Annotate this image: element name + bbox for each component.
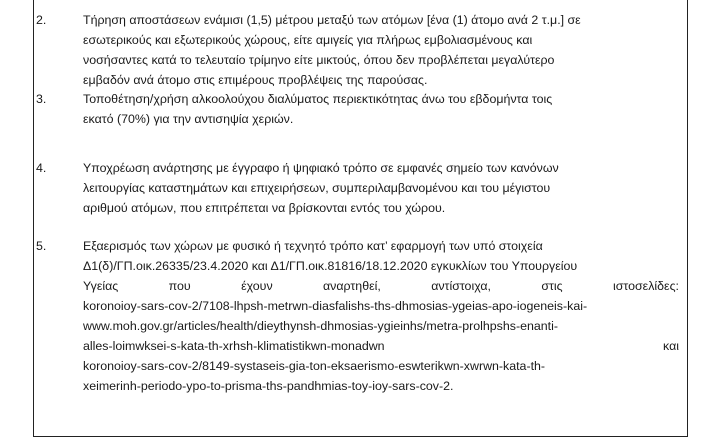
justified-line: alles-loimwksei-s-kata-th-xrhsh-klimatistikwn-monadwn και — [83, 336, 679, 356]
item-number: 4. — [36, 161, 47, 175]
url-text: www.moh.gov.gr/articles/health/dieythynsh-dhmosias-ygieinhs/metra-prolhpshs-enanti- — [83, 319, 558, 333]
url-text: xeimerinh-periodo-ypo-to-prisma-ths-pandhmias-toy-ioy-sars-cov-2. — [83, 379, 454, 393]
url-text: koronoioy-sars-cov-2/7108-lhpsh-metrwn-diasfalishs-ths-dhmosias-ygeias-apo-iogeneis-kai- — [83, 299, 588, 313]
item-text: Υποχρέωση ανάρτησης με έγγραφο ή ψηφιακό τρόπο σε εμφανές σημείο των κανόνων λειτουργίας καταστημάτων και επιχειρήσεων, συμπεριλαμβανομένου και του μέγιστου αριθμού ατόμων, που επιτρέπεται να βρίσκονται εντός του χώρου. — [83, 161, 559, 215]
url-text: alles-loimwksei-s-kata-th-xrhsh-klimatistikwn-monadwn — [83, 339, 385, 353]
item-number: 2. — [36, 13, 47, 27]
url-text: koronoioy-sars-cov-2/8149-systaseis-gia-ton-eksaerismo-eswterikwn-xwrwn-kata-th- — [83, 359, 546, 373]
item-text: Τοποθέτηση/χρήση αλκοολούχου διαλύματος περιεκτικότητας άνω του εβδομήντα τοις εκατό (70%) για την αντισηψία χεριών. — [83, 92, 553, 126]
item-number: 3. — [36, 92, 47, 106]
justified-line: Υγείας που έχουν αναρτηθεί, αντίστοιχα, στις ιστοσελίδες: — [83, 279, 679, 293]
item-text: Εξαερισμός των χώρων με φυσικό ή τεχνητό τρόπο κατ’ εφαρμογή των υπό στοιχεία Δ1(δ)/ΓΠ.οικ.26335/23.4.2020 και Δ1/ΓΠ.οικ.81816/18.12.2020 εγκυκλίων του Υπουργείου Υγείας που έχουν αναρτηθεί, αντίστοιχα, στις ιστοσελίδες: koronoioy-sars-cov-2/7108-lhpsh-metrwn-diasfalishs-ths-dhmosias-ygeias-apo-iogeneis-kai- www.moh.gov.gr/articles/health/dieythynsh-dhmosias-ygieinhs/metra-prolhpshs-enanti- alles-loimwksei-s-kata-th-xrhsh-klimatistikwn-monadwn και koronoioy-sars-cov-2/8149-systaseis-gia-ton-eksaerismo-eswterikwn-xwrwn-kata-th- xeimerinh-periodo-ypo-to-prisma-ths-pandhmias-toy-ioy-sars-cov-2. — [83, 236, 679, 396]
item-number: 5. — [36, 239, 47, 253]
item-text: Τήρηση αποστάσεων ενάμισι (1,5) μέτρου μεταξύ των ατόμων [ένα (1) άτομο ανά 2 τ.μ.] σε εσωτερικούς και εξωτερικούς χώρους, είτε αμιγείς για πλήρως εμβολιασμένους και νοσήσαντες κατά το τελευταίο τρίμηνο είτε μικτούς, όπου δεν προβλέπεται μεγαλύτερο εμβαδόν ανά άτομο στις επιμέρους προβλέψεις της παρούσας. — [83, 13, 581, 87]
